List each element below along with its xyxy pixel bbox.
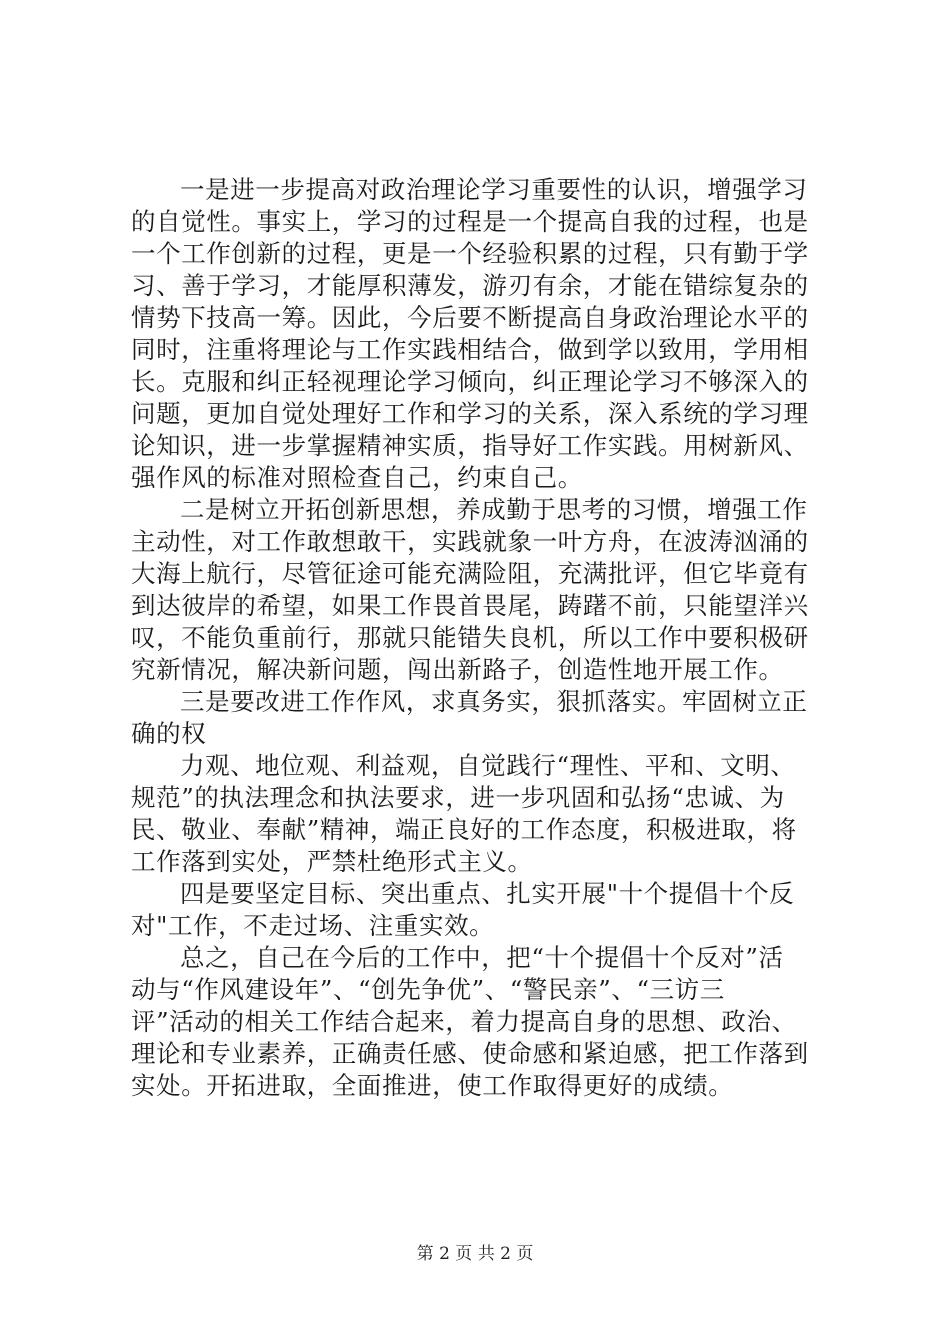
text-line: 理论和专业素养，正确责任感、使命感和紧迫感，把工作落到: [131, 1039, 809, 1068]
page-number-footer: 第 2 页 共 2 页: [416, 1244, 534, 1264]
text-line: 主动性，对工作敢想敢干，实践就象一叶方舟，在波涛汹涌的: [131, 527, 809, 556]
text-line: 到达彼岸的希望，如果工作畏首畏尾，踌躇不前，只能望洋兴: [131, 591, 809, 620]
text-line: 实处。开拓进取，全面推进，使工作取得更好的成绩。: [131, 1071, 734, 1100]
text-line: 总之，自己在今后的工作中，把“十个提倡十个反对”活: [180, 943, 784, 972]
text-line: 同时，注重将理论与工作实践相结合，做到学以致用，学用相: [131, 335, 809, 364]
text-line: 力观、地位观、利益观，自觉践行“理性、平和、文明、: [180, 751, 796, 780]
text-line: 三是要改进工作作风，求真务实，狠抓落实。牢固树立正: [180, 687, 808, 716]
text-line: 四是要坚定目标、突出重点、扎实开展"十个提倡十个反: [180, 879, 795, 908]
text-line: 强作风的标准对照检查自己，约束自己。: [131, 463, 583, 492]
text-line: 叹，不能负重前行，那就只能错失良机，所以工作中要积极研: [131, 623, 809, 652]
text-line: 问题，更加自觉处理好工作和学习的关系，深入系统的学习理: [131, 399, 809, 428]
text-line: 评”活动的相关工作结合起来，着力提高自身的思想、政治、: [131, 1007, 797, 1036]
text-line: 长。克服和纠正轻视理论学习倾向，纠正理论学习不够深入的: [131, 367, 809, 396]
text-line: 的自觉性。事实上，学习的过程是一个提高自我的过程，也是: [131, 207, 809, 236]
text-line: 情势下技高一筹。因此，今后要不断提高自身政治理论水平的: [131, 303, 809, 332]
text-line: 一是进一步提高对政治理论学习重要性的认识，增强学习: [180, 175, 808, 204]
text-line: 二是树立开拓创新思想，养成勤于思考的习惯，增强工作: [180, 495, 808, 524]
text-line: 习、善于学习，才能厚积薄发，游刃有余，才能在错综复杂的: [131, 271, 809, 300]
text-line: 动与“作风建设年”、“创先争优”、“警民亲”、“三访三: [131, 975, 725, 1004]
text-line: 大海上航行，尽管征途可能充满险阻，充满批评，但它毕竟有: [131, 559, 809, 588]
document-body: [131, 174, 831, 1102]
text-line: 确的权: [131, 719, 207, 748]
text-line: 民、敬业、奉献”精神，端正良好的工作态度，积极进取，将: [131, 815, 797, 844]
text-line: 对"工作，不走过场、注重实效。: [131, 911, 495, 940]
text-line: 论知识，进一步掌握精神实质，指导好工作实践。用树新风、: [131, 431, 809, 460]
text-line: 究新情况，解决新问题，闯出新路子，创造性地开展工作。: [131, 655, 784, 684]
text-line: 规范”的执法理念和执法要求，进一步巩固和弘扬“忠诚、为: [131, 783, 785, 812]
text-line: 工作落到实处，严禁杜绝形式主义。: [131, 847, 533, 876]
text-line: 一个工作创新的过程，更是一个经验积累的过程，只有勤于学: [131, 239, 809, 268]
